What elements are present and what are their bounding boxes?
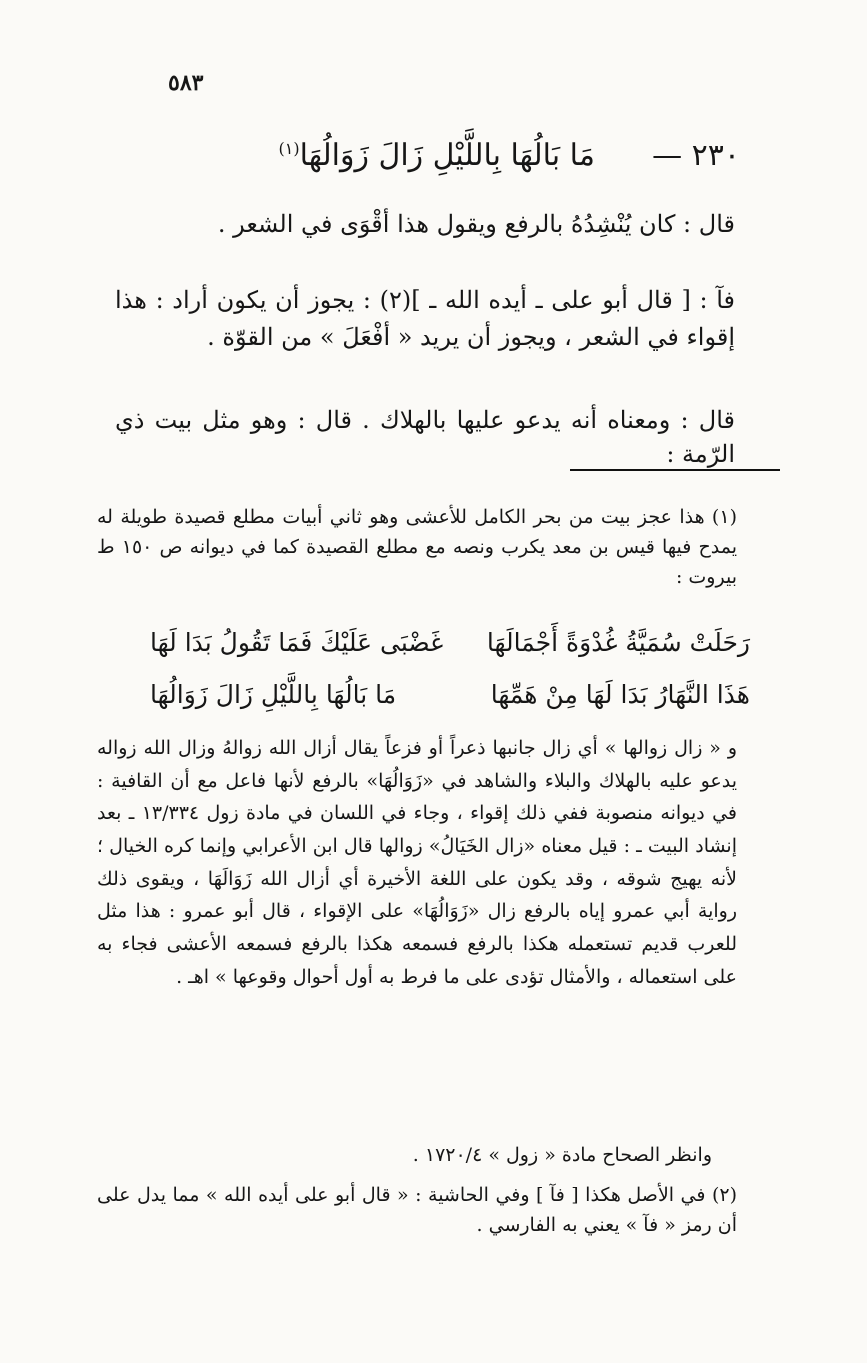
verse-1-second-half: غَضْبَى عَلَيْكَ فَمَا تَقُولُ بَدَا لَهَا bbox=[150, 628, 444, 657]
footnote-1-intro: (١) هذا عجز بيت من بحر الكامل للأعشى وهو ثاني أبيات مطلع قصيدة طويلة له يمدح فيها قيس بن معد يكرب ونصه مع مطلع القصيدة كما في ديوانه ص ١٥٠ ط بيروت : bbox=[97, 506, 737, 589]
paragraph-3: قال : ومعناه أنه يدعو عليها بالهلاك . قال : وهو مثل بيت ذي الرّمة : bbox=[115, 406, 735, 468]
footnote-verse-2 bbox=[150, 680, 750, 709]
page-number: ٥٨٣ bbox=[168, 70, 204, 96]
entry-verse: مَا بَالُهَا بِاللَّيْلِ زَالَ زَوَالُهَا bbox=[299, 138, 595, 173]
entry-heading bbox=[270, 138, 740, 173]
footnote-2: (٢) في الأصل هكذا [ فآ ] وفي الحاشية : « قال أبو على أيده الله » مما يدل على أن رمز « فآ » يعني به الفارسي . bbox=[97, 1184, 737, 1237]
paragraph-1: قال : كان يُنْشِدُهُ بالرفع ويقول هذا أقْوَى في الشعر . bbox=[217, 210, 735, 238]
verse-2-second-half: مَا بَالُهَا بِاللَّيْلِ زَالَ زَوَالُهَا bbox=[150, 680, 397, 709]
footnote-1-body: و « زال زوالها » أي زال جانبها ذعراً أو فزعاً يقال أزال الله زوالهُ وزال الله زواله يدعو عليه بالهلاك والبلاء والشاهد في «زَوَالُهَا» بالرفع لأنها فاعل مع أن القافية : في ديوانه منصوبة ففي ذلك إقواء ، وجاء في اللسان في مادة زول ١٣/٣٣٤ ـ بعد إنشاد البيت ـ : قيل معناه «زال الخَيَالُ» زوالها قال ابن الأعرابي وإنما كره الخيال ؛ لأنه يهيج شوقه ، وقد يكون على اللغة الأخيرة أي أزال الله زَوَالَهَا ، ويقوى ذلك رواية أبي عمرو إياه بالرفع زال «زَوَالُهَا» على الإقواء ، قال أبو عمرو : هذا مثل للعرب قديم تستعمله هكذا بالرفع فسمعه هكذا بالرفع فسمعه الأعشى فجاء به على استعماله ، والأمثال تؤدى على ما فرط به أول أحوال وقوعها » اهـ . bbox=[97, 737, 738, 988]
footnote-ref-1: (١) bbox=[278, 139, 300, 158]
footnote-separator bbox=[570, 469, 780, 471]
paragraph-2: فآ : [ قال أبو على ـ أيده الله ـ ](٢) : يجوز أن يكون أراد : هذا إقواء في الشعر ، ويجوز أن يريد « أفْعَلَ » من القوّة . bbox=[115, 286, 735, 352]
footnote-1-reference: وانظر الصحاح مادة « زول » ١٧٢٠/٤ . bbox=[412, 1144, 712, 1166]
verse-1-first-half: رَحَلَتْ سُمَيَّةُ غُدْوَةً أَجْمَالَهَا bbox=[486, 628, 750, 657]
verse-2-first-half: هَذَا النَّهَارُ بَدَا لَهَا مِنْ هَمِّهَا bbox=[490, 680, 750, 709]
entry-number: ٢٣٠ — bbox=[652, 138, 740, 173]
footnote-verse-1 bbox=[150, 628, 750, 657]
